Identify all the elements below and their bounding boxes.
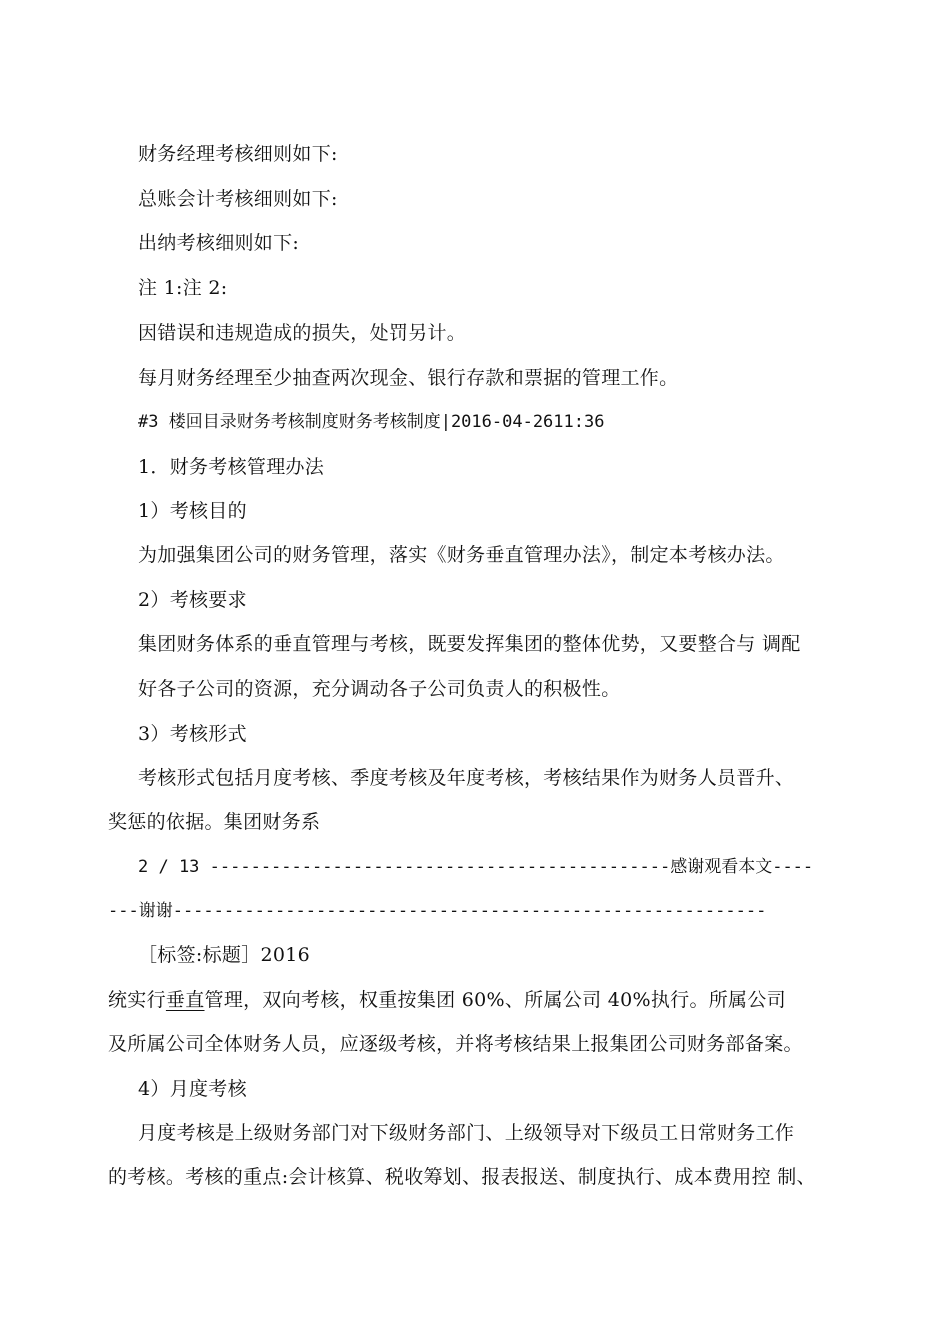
- text-line: 月度考核是上级财务部门对下级财务部门、上级领导对下级员工日常财务工作: [138, 1122, 795, 1144]
- text-line: 及所属公司全体财务人员，应逐级考核，并将考核结果上报集团公司财务部备案。: [108, 1033, 803, 1055]
- text-span: 统实行: [108, 989, 166, 1011]
- text-line: 因错误和违规造成的损失，处罚另计。: [138, 322, 467, 344]
- page-footer-line: 2 / 13 ---------------------------------------------感谢观看本文----: [138, 857, 814, 877]
- text-line: [108, 988, 786, 1012]
- subsection-heading: 4）月度考核: [138, 1078, 247, 1100]
- text-line: 集团财务体系的垂直管理与考核，既要发挥集团的整体优势，又要整合与 调配: [138, 633, 801, 655]
- text-line: 的考核。考核的重点:会计核算、税收筹划、报表报送、制度执行、成本费用控 制、: [108, 1166, 816, 1188]
- text-line: 好各子公司的资源，充分调动各子公司负责人的积极性。: [138, 678, 621, 700]
- text-line: 注 1:注 2:: [138, 277, 228, 299]
- tag-line: ［标签:标题］2016: [138, 944, 311, 966]
- text-line: 考核形式包括月度考核、季度考核及年度考核，考核结果作为财务人员晋升、: [138, 767, 795, 789]
- subsection-heading: 2）考核要求: [138, 589, 247, 611]
- page-footer-line: ---谢谢----------------------------------------------------------: [108, 901, 767, 921]
- underlined-text: 垂直: [165, 989, 205, 1011]
- text-span: 管理，双向考核，权重按集团 60%、所属公司 40%执行。所属公司: [204, 989, 786, 1011]
- text-line: 出纳考核细则如下:: [138, 232, 300, 254]
- text-line: 总账会计考核细则如下:: [138, 188, 338, 210]
- text-line: 财务经理考核细则如下:: [138, 143, 338, 165]
- text-line: #3 楼回目录财务考核制度财务考核制度|2016-04-2611:36: [138, 412, 605, 432]
- text-line: 奖惩的依据。集团财务系: [108, 811, 321, 833]
- text-line: 每月财务经理至少抽查两次现金、银行存款和票据的管理工作。: [138, 367, 679, 389]
- subsection-heading: 3）考核形式: [138, 723, 247, 745]
- section-heading: 1．财务考核管理办法: [138, 456, 325, 478]
- subsection-heading: 1）考核目的: [138, 500, 247, 522]
- text-line: 为加强集团公司的财务管理，落实《财务垂直管理办法》，制定本考核办法。: [138, 544, 785, 566]
